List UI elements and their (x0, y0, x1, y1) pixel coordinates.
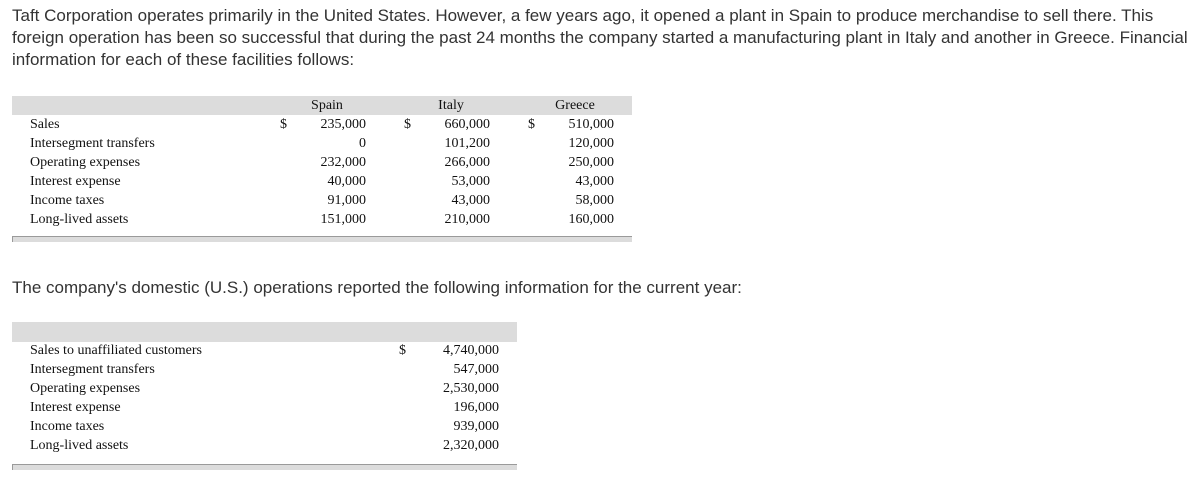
domestic-paragraph: The company's domestic (U.S.) operations reported the following information for the current year: (12, 278, 742, 297)
cell-interest: 196,000 (453, 400, 499, 415)
row-label-operating-expenses: Operating expenses (30, 155, 141, 170)
intro-paragraph: Taft Corporation operates primarily in the United States. However, a few years ago, it opened a plant in Spain to produce merchandise to sell there. This foreign operation has been so successful that during the past 24 months the company started a manufacturing plant in Italy and another in Greece. Financial information for each of these facilities follows: (12, 6, 1188, 69)
currency-symbol-greece: $ (528, 117, 535, 132)
cell-sales-unaffiliated: 4,740,000 (443, 343, 499, 358)
foreign-operations-table (12, 96, 632, 246)
row-label-income-taxes: Income taxes (30, 419, 105, 434)
cell-taxes: 939,000 (453, 419, 499, 434)
cell-greece-taxes: 58,000 (575, 193, 614, 208)
row-label-intersegment-transfers: Intersegment transfers (30, 136, 155, 151)
cell-spain-interest: 40,000 (327, 174, 366, 189)
cell-italy-taxes: 43,000 (451, 193, 490, 208)
currency-symbol-italy: $ (404, 117, 411, 132)
cell-greece-intersegment: 120,000 (568, 136, 614, 151)
row-label-sales-unaffiliated: Sales to unaffiliated customers (30, 343, 202, 358)
cell-italy-assets: 210,000 (444, 212, 490, 227)
column-header-italy: Italy (438, 98, 464, 113)
cell-greece-operating: 250,000 (568, 155, 614, 170)
cell-spain-assets: 151,000 (320, 212, 366, 227)
cell-italy-intersegment: 101,200 (444, 136, 490, 151)
cell-spain-intersegment: 0 (359, 136, 366, 151)
row-label-interest-expense: Interest expense (30, 400, 121, 415)
row-label-intersegment-transfers: Intersegment transfers (30, 362, 155, 377)
row-label-long-lived-assets: Long-lived assets (30, 212, 129, 227)
cell-spain-operating: 232,000 (320, 155, 366, 170)
row-label-sales: Sales (30, 117, 60, 132)
table-footer-bar (12, 236, 632, 242)
cell-italy-operating: 266,000 (444, 155, 490, 170)
cell-italy-interest: 53,000 (451, 174, 490, 189)
cell-spain-sales: 235,000 (320, 117, 366, 132)
table-header-bar (12, 322, 517, 342)
cell-spain-taxes: 91,000 (327, 193, 366, 208)
cell-greece-sales: 510,000 (568, 117, 614, 132)
domestic-operations-table (12, 322, 517, 474)
column-header-spain: Spain (311, 98, 343, 113)
row-label-interest-expense: Interest expense (30, 174, 121, 189)
cell-intersegment: 547,000 (453, 362, 499, 377)
cell-greece-assets: 160,000 (568, 212, 614, 227)
cell-operating: 2,530,000 (443, 381, 499, 396)
cell-greece-interest: 43,000 (575, 174, 614, 189)
currency-symbol-spain: $ (280, 117, 287, 132)
row-label-long-lived-assets: Long-lived assets (30, 438, 129, 453)
row-label-operating-expenses: Operating expenses (30, 381, 141, 396)
row-label-income-taxes: Income taxes (30, 193, 105, 208)
column-header-greece: Greece (555, 98, 595, 113)
table-footer-bar (12, 464, 517, 470)
cell-assets: 2,320,000 (443, 438, 499, 453)
cell-italy-sales: 660,000 (444, 117, 490, 132)
currency-symbol: $ (399, 343, 406, 358)
